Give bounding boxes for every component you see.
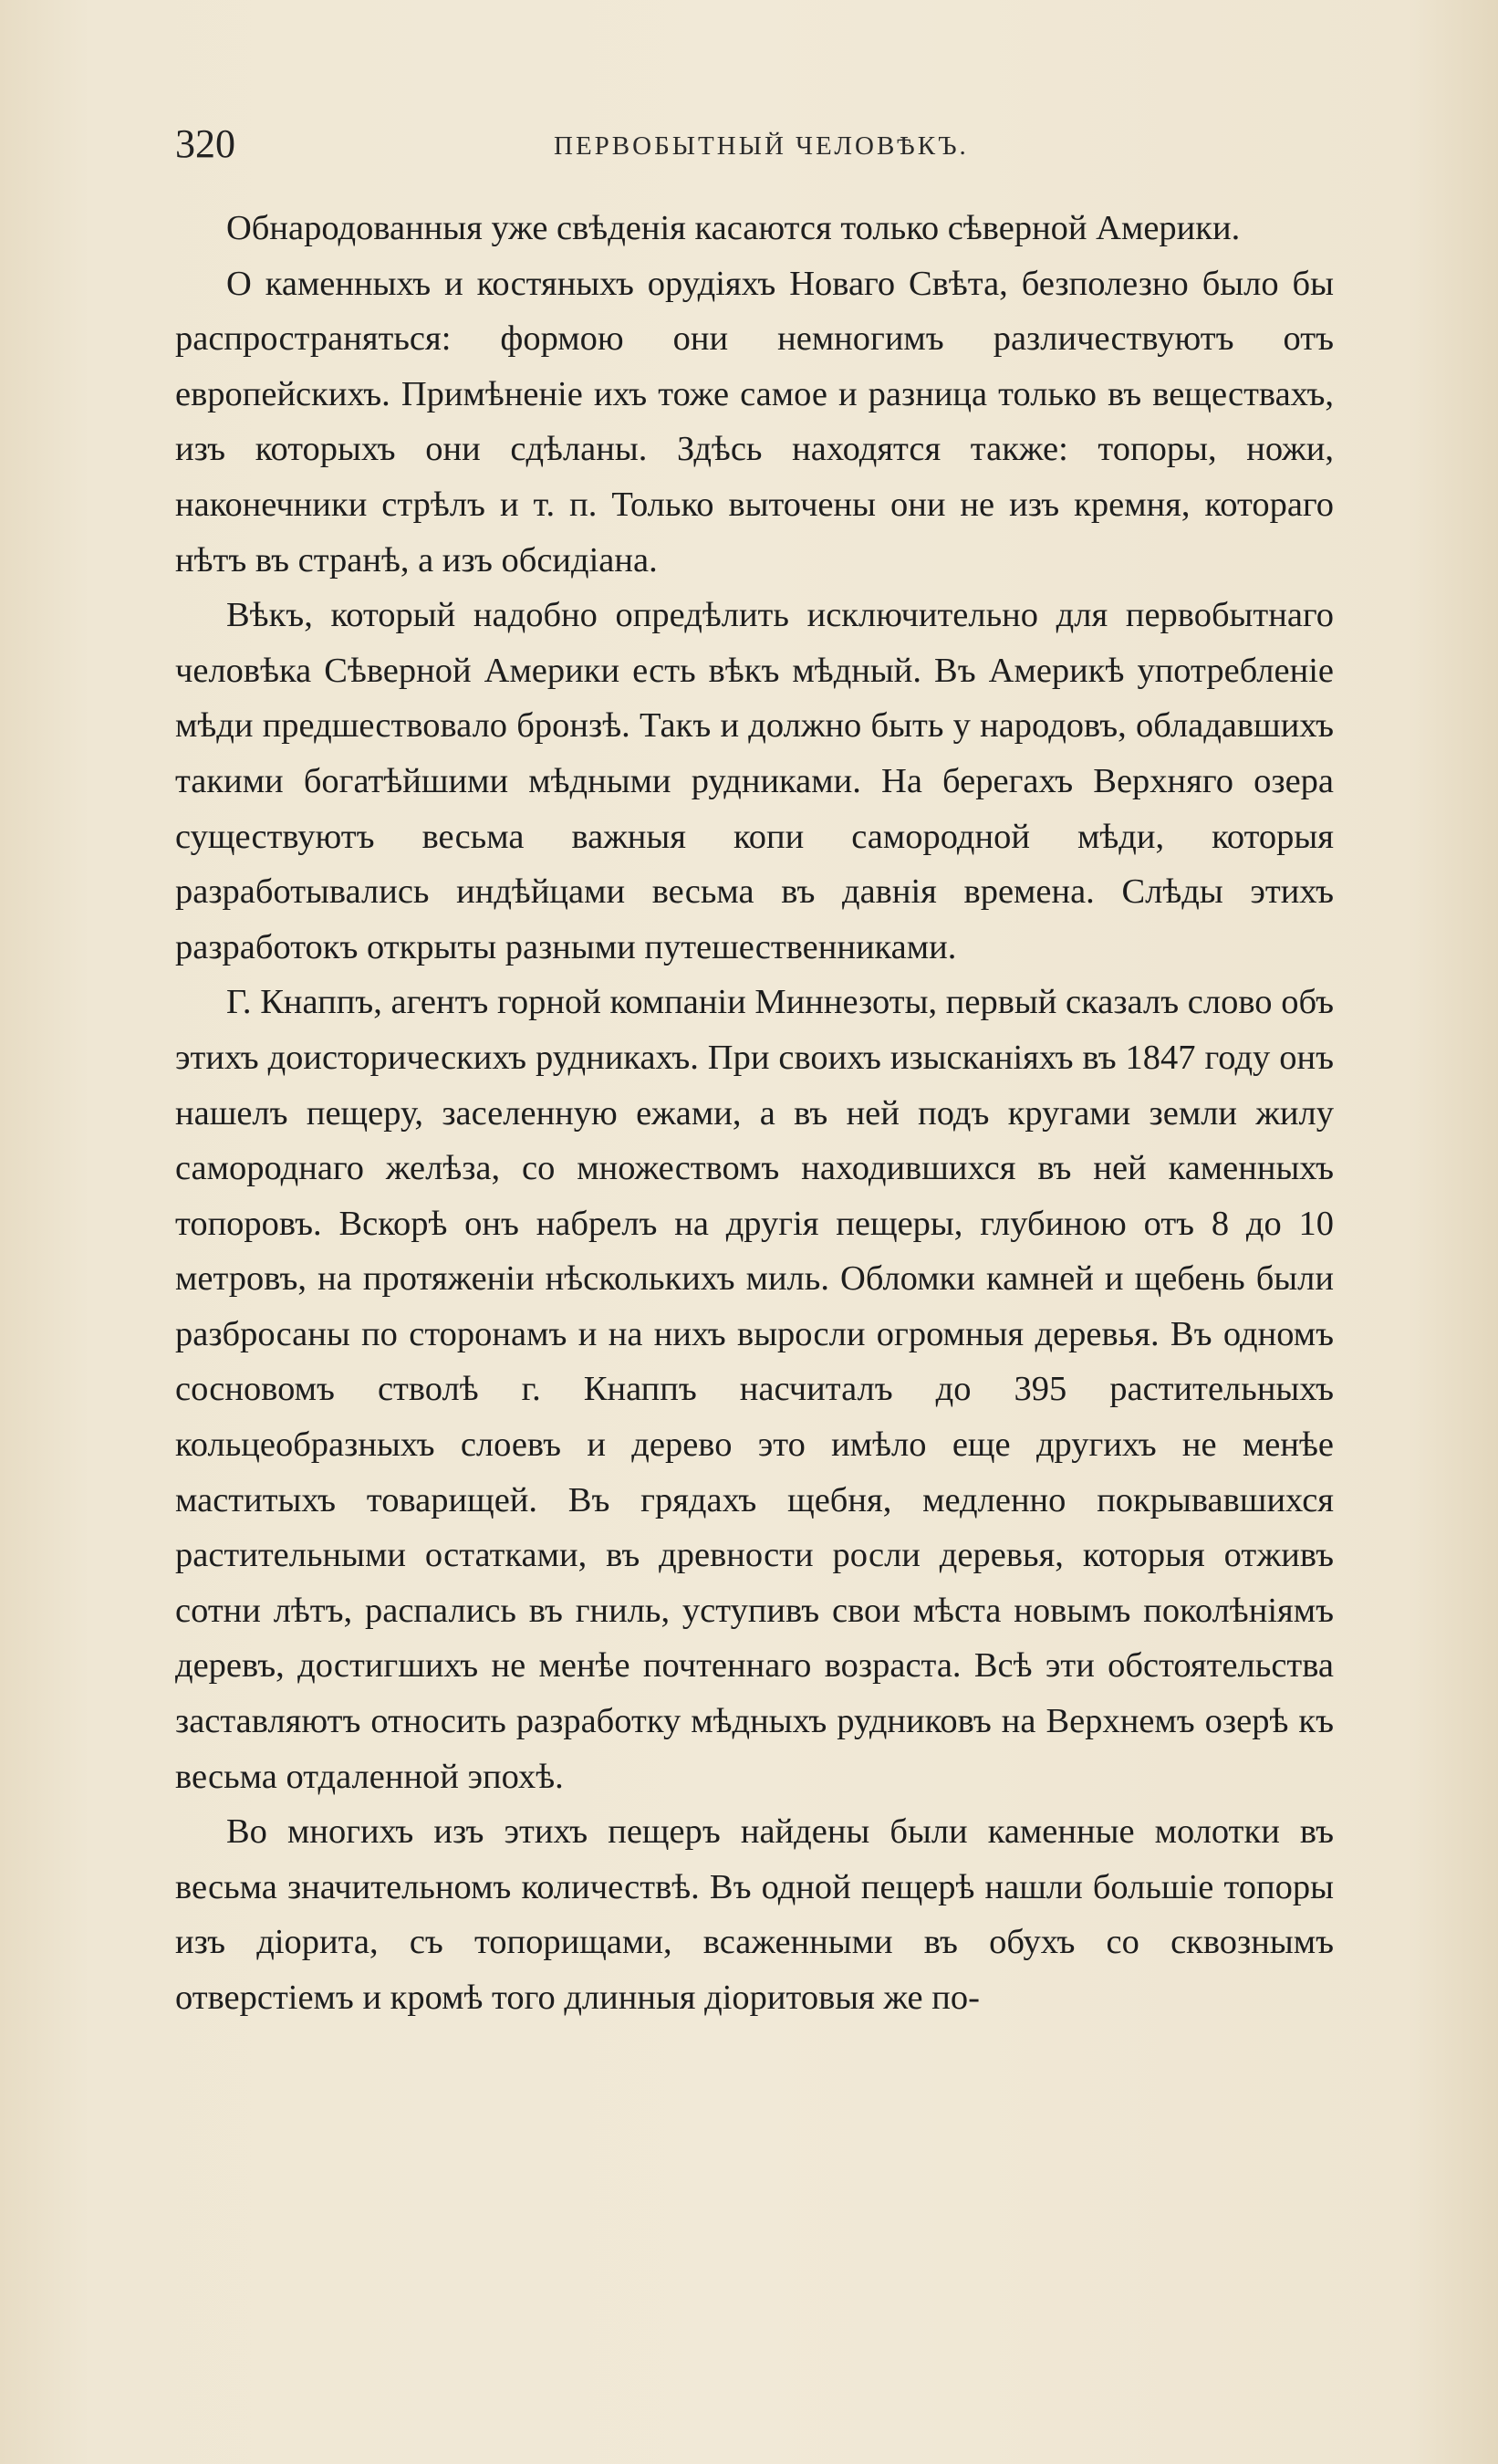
paragraph: Во многихъ изъ этихъ пещеръ найдены были каменные молотки въ весьма значительномъ количествѣ. Въ одной пещерѣ нашли большіе топоры изъ діорита, съ топорищами, всаженными въ обухъ со сквознымъ отверстіемъ и кромѣ того длинныя діоритовыя же по- (175, 1812, 1334, 2017)
paragraph: Вѣкъ, который надобно опредѣлить исключительно для первобытнаго человѣка Сѣверной Америки есть вѣкъ мѣдный. Въ Америкѣ употребленіе мѣди предшествовало бронзѣ. Такъ и должно быть у народовъ, обладавшихъ такими богатѣйшими мѣдными рудниками. На берегахъ Верхняго озера существуютъ весьма важныя копи самородной мѣди, которыя разработывались индѣйцами весьма въ давнія времена. Слѣды этихъ разработокъ открыты разными путешественниками. (175, 596, 1334, 966)
body-text (175, 201, 1334, 2026)
page-number: 320 (175, 121, 235, 166)
paragraph: Г. Кнаппъ, агентъ горной компаніи Миннезоты, первый сказалъ слово объ этихъ доисторическихъ рудникахъ. При своихъ изысканіяхъ въ 1847 году онъ нашелъ пещеру, заселенную ежами, а въ ней подъ кругами земли жилу самороднаго желѣза, со множествомъ находившихся въ ней каменныхъ топоровъ. Вскорѣ онъ набрелъ на другія пещеры, глубиною отъ 8 до 10 метровъ, на протяженіи нѣсколькихъ миль. Обломки камней и щебень были разбросаны по сторонамъ и на нихъ выросли огромныя деревья. Въ одномъ сосновомъ стволѣ г. Кнаппъ насчиталъ до 395 растительныхъ кольцеобразныхъ слоевъ и дерево это имѣло еще другихъ не менѣе маститыхъ товарищей. Въ грядахъ щебня, медленно покрывавшихся растительными остатками, въ древности росли деревья, которыя отживъ сотни лѣтъ, распались въ гниль, уступивъ свои мѣста новымъ поколѣніямъ деревъ, достигшихъ не менѣе почтеннаго возраста. Всѣ эти обстоятельства заставляютъ относить разработку мѣдныхъ рудниковъ на Верхнемъ озерѣ къ весьма отдаленной эпохѣ. (175, 983, 1334, 1796)
running-title: ПЕРВОБЫТНЫЙ ЧЕЛОВѢКЪ. (554, 131, 969, 161)
paragraph: Обнародованныя уже свѣденія касаются только сѣверной Америки. (226, 209, 1241, 247)
paragraph: О каменныхъ и костяныхъ орудіяхъ Новаго Свѣта, безполезно было бы распространяться: формою они немногимъ различествуютъ отъ европейскихъ. Примѣненіе ихъ тоже самое и разница только въ веществахъ, изъ которыхъ они сдѣланы. Здѣсь находятся также: топоры, ножи, наконечники стрѣлъ и т. п. Только выточены они не изъ кремня, котораго нѣтъ въ странѣ, а изъ обсидіана. (175, 264, 1334, 579)
page-header (175, 117, 1334, 172)
